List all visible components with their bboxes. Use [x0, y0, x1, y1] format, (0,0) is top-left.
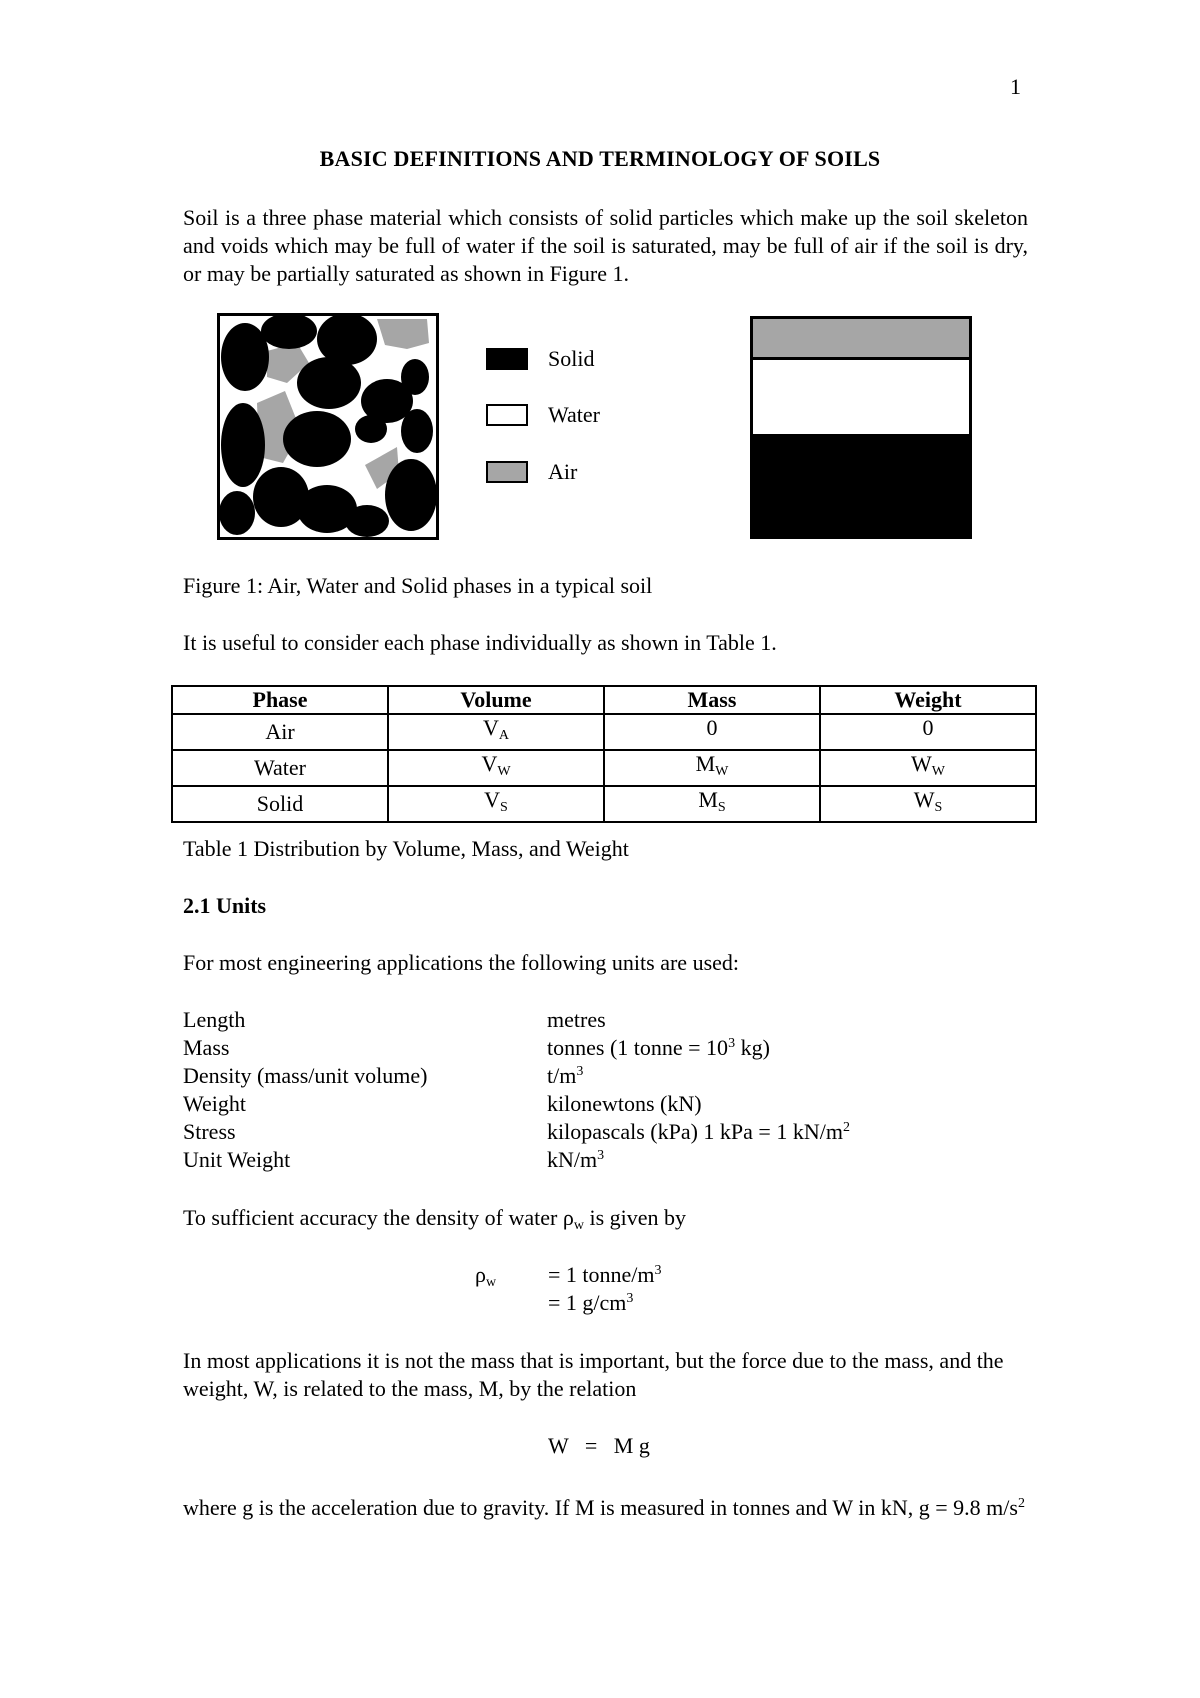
unit-name: Weight — [183, 1091, 246, 1116]
table-header-row — [172, 686, 1036, 714]
solid-swatch — [486, 348, 528, 370]
unit-row-stress — [183, 1119, 1028, 1147]
document-title: BASIC DEFINITIONS AND TERMINOLOGY OF SOILS — [319, 146, 881, 171]
page-number: 1 — [1010, 74, 1021, 99]
unit-row-weight — [183, 1091, 1028, 1119]
header-weight: Weight — [820, 686, 1036, 714]
legend-item-water — [486, 401, 600, 429]
figure-caption: Figure 1: Air, Water and Solid phases in a typical soil — [183, 573, 653, 598]
cell-weight: 0 — [820, 714, 1036, 750]
phase-layer-solid — [753, 437, 969, 536]
units-intro: For most engineering applications the following units are used: — [183, 950, 740, 975]
phase-table — [171, 685, 1037, 823]
unit-name: Density (mass/unit volume) — [183, 1063, 428, 1088]
density-eq-line1: = 1 tonne/$m^3$ — [548, 1262, 662, 1287]
unit-value: tonnes (1 tonne = $10^3$ kg) — [547, 1035, 770, 1060]
header-volume: Volume — [388, 686, 604, 714]
cell-volume: $V_A$ — [388, 714, 604, 750]
table-row — [172, 786, 1036, 822]
unit-value: $kN/m^3$ — [547, 1147, 605, 1172]
gravity-paragraph: where g is the acceleration due to gravity. If M is measured in tonnes and W in kN, g = 9.8 $m/s^2$ — [183, 1495, 1025, 1520]
intro-paragraph: Soil is a three phase material which consists of solid particles which make up the soil skeleton and voids which may be full of water if the soil is saturated, may be full of air if the soil is dry, or may be partially saturated as shown in Figure 1. — [183, 205, 1028, 286]
unit-value: $t/m^3$ — [547, 1063, 584, 1088]
legend-label-water: Water — [548, 402, 600, 427]
cell-phase: Water — [172, 750, 388, 786]
unit-row-unit-weight — [183, 1147, 1028, 1175]
cell-volume: $V_S$ — [388, 786, 604, 822]
cell-mass: $M_S$ — [604, 786, 820, 822]
legend-item-solid — [486, 345, 594, 373]
legend-label-air: Air — [548, 459, 578, 484]
unit-value: kilonewtons (kN) — [547, 1091, 702, 1116]
phase-layer-water — [753, 360, 969, 437]
header-phase: Phase — [172, 686, 388, 714]
unit-row-length — [183, 1007, 1028, 1035]
legend-item-air — [486, 458, 577, 486]
cell-volume: $V_W$ — [388, 750, 604, 786]
cell-phase: Solid — [172, 786, 388, 822]
table-intro: It is useful to consider each phase individually as shown in Table 1. — [183, 630, 777, 655]
unit-row-mass — [183, 1035, 1028, 1063]
water-swatch — [486, 404, 528, 426]
unit-name: Mass — [183, 1035, 230, 1060]
legend-label-solid: Solid — [548, 346, 595, 371]
weight-equation: W = M g — [548, 1433, 650, 1458]
header-mass: Mass — [604, 686, 820, 714]
weight-paragraph: In most applications it is not the mass that is important, but the force due to the mass, and the weight, W, is related to the mass, M, by the relation — [183, 1348, 1004, 1401]
cell-weight: $W_W$ — [820, 750, 1036, 786]
table-row — [172, 750, 1036, 786]
cell-weight: $W_S$ — [820, 786, 1036, 822]
unit-value: metres — [547, 1007, 606, 1032]
density-text: To sufficient accuracy the density of water $\rho_w$ is given by — [183, 1205, 687, 1233]
unit-name: Stress — [183, 1119, 236, 1144]
unit-row-density — [183, 1063, 1028, 1091]
cell-mass: 0 — [604, 714, 820, 750]
table-caption: Table 1 Distribution by Volume, Mass, and Weight — [183, 836, 629, 861]
cell-mass: $M_W$ — [604, 750, 820, 786]
density-symbol: $\rho_w$ — [475, 1262, 497, 1290]
section-heading: 2.1 Units — [183, 893, 267, 918]
unit-name: Unit Weight — [183, 1147, 291, 1172]
unit-value: kilopascals (kPa) 1 kPa = 1 $kN/m^2$ — [547, 1119, 850, 1144]
table-row — [172, 714, 1036, 750]
unit-name: Length — [183, 1007, 246, 1032]
air-swatch — [486, 461, 528, 483]
soil-particles-diagram — [217, 313, 439, 540]
cell-phase: Air — [172, 714, 388, 750]
density-eq-line2: = 1 $g/cm^3$ — [548, 1290, 634, 1315]
phase-diagram — [750, 316, 972, 539]
phase-layer-air — [753, 319, 969, 360]
